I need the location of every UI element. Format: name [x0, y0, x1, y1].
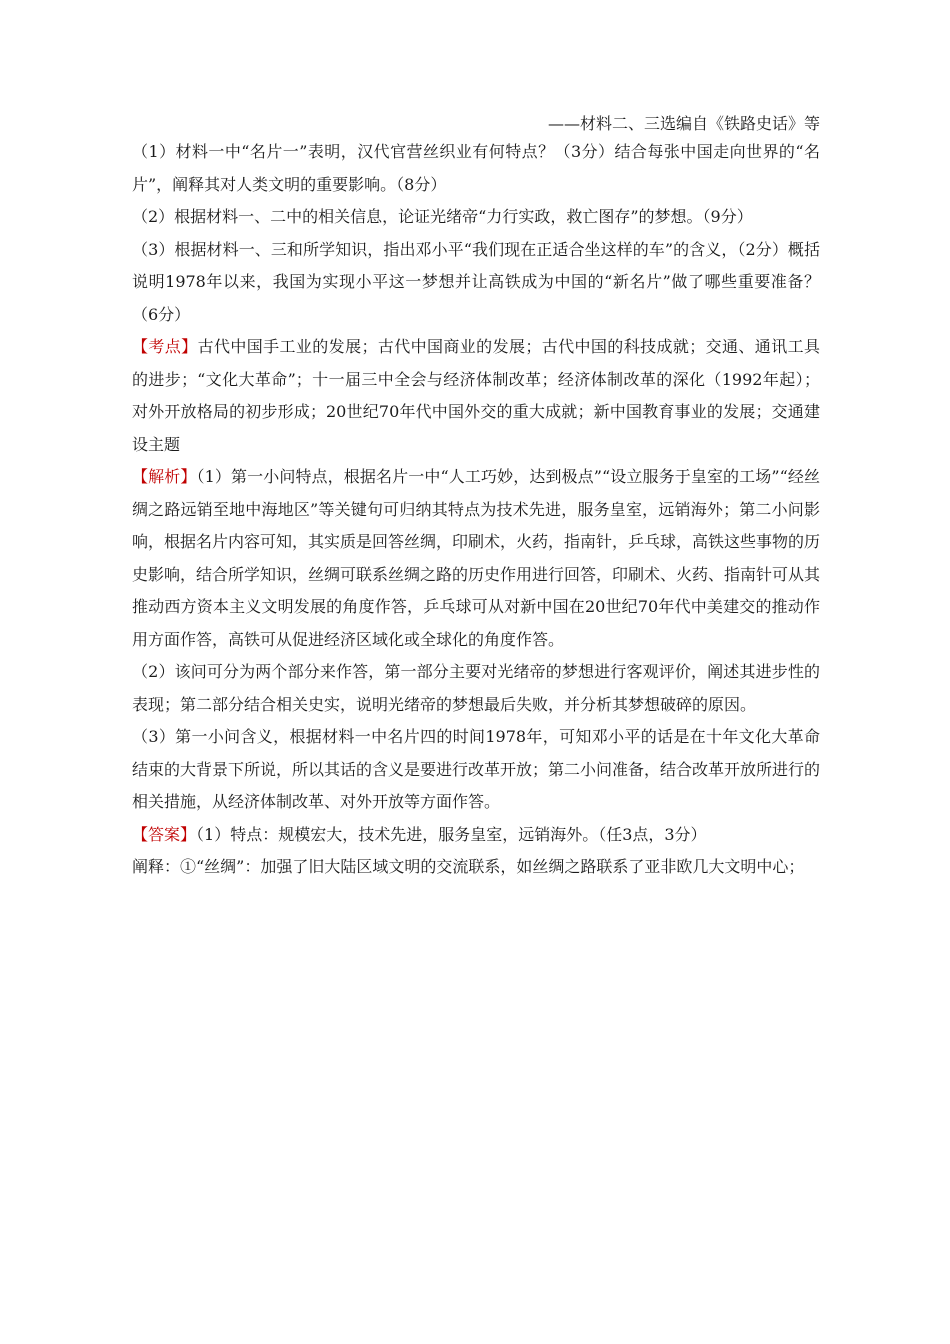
- question-1: （1）材料一中“名片一”表明，汉代官营丝织业有何特点？（3分）结合每张中国走向世界的“名片”，阐释其对人类文明的重要影响。（8分）: [132, 142, 820, 194]
- jiexi-section: [132, 461, 820, 656]
- kaodian-text: 古代中国手工业的发展；古代中国商业的发展；古代中国的科技成就；交通、通讯工具的进步；“文化大革命”；十一届三中全会与经济体制改革；经济体制改革的深化（1992年起）；对外开放格局的初步形成；20世纪70年代中国外交的重大成就；新中国教育事业的发展；交通建设主题: [132, 337, 820, 454]
- question-3: （3）根据材料一、三和所学知识，指出邓小平“我们现在正适合坐这样的车”的含义，（2分）概括说明1978年以来，我国为实现小平这一梦想并让高铁成为中国的“新名片”做了哪些重要准备？（6分）: [132, 239, 820, 324]
- kaodian-section: [132, 331, 820, 461]
- daan-line-2: 阐释：①“丝绸”：加强了旧大陆区域文明的交流联系，如丝绸之路联系了亚非欧几大文明中心；: [132, 857, 805, 876]
- material-source-line: ——材料二、三选编自《铁路史话》等: [547, 114, 820, 133]
- question-2: （2）根据材料一、二中的相关信息，论证光绪帝“力行实政，救亡图存”的梦想。（9分）: [132, 207, 753, 226]
- jiexi-paragraph-2: （2）该问可分为两个部分来作答，第一部分主要对光绪帝的梦想进行客观评价，阐述其进步性的表现；第二部分结合相关史实，说明光绪帝的梦想最后失败，并分析其梦想破碎的原因。: [132, 662, 820, 714]
- jiexi-label: 【解析】: [132, 467, 197, 486]
- jiexi-paragraph-3: （3）第一小问含义，根据材料一中名片四的时间1978年，可知邓小平的话是在十年文化大革命结束的大背景下所说，所以其话的含义是要进行改革开放；第二小问准备，结合改革开放所进行的相关措施，从经济体制改革、对外开放等方面作答。: [132, 727, 821, 811]
- daan-section: [132, 819, 820, 852]
- document-body: [132, 114, 820, 884]
- jiexi-paragraph-1: （1）第一小问特点，根据名片一中“人工巧妙，达到极点”“设立服务于皇室的工场”“经丝绸之路远销至地中海地区”等关键句可归纳其特点为技术先进，服务皇室，远销海外；第二小问影响，根据名片内容可知，其实质是回答丝绸，印刷术，火药，指南针，乒乓球，高铁这些事物的历史影响，结合所学知识，丝绸可联系丝绸之路的历史作用进行回答，印刷术、火药、指南针可从其推动西方资本主义文明发展的角度作答，乒乓球可从对新中国在20世纪70年代中美建交的推动作用方面作答，高铁可从促进经济区域化或全球化的角度作答。: [132, 467, 821, 649]
- daan-line-1: （1）特点：规模宏大，技术先进，服务皇室，远销海外。（任3点，3分）: [196, 824, 707, 844]
- daan-label: 【答案】: [132, 824, 197, 844]
- kaodian-label: 【考点】: [132, 337, 198, 356]
